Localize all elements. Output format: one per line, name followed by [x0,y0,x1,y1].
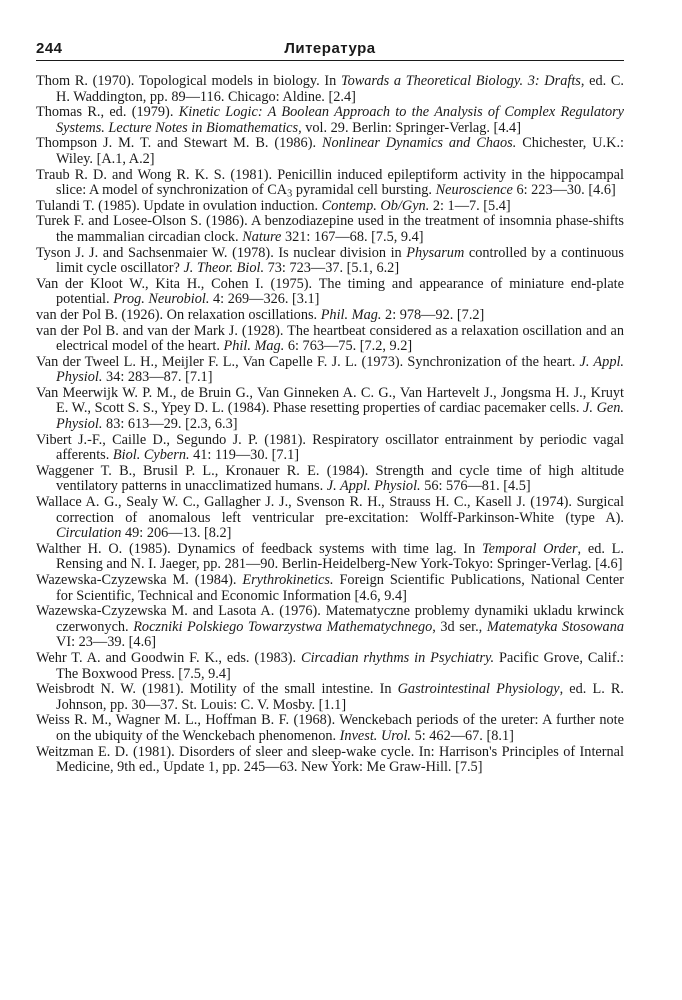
reference-entry [36,324,624,355]
reference-text: 5: 462—67. [8.1] [411,727,514,744]
reference-text: J. Appl. Physiol. [56,353,625,386]
reference-entry [36,651,624,682]
reference-text: 321: 167—68. [7.5, 9.4] [281,228,424,245]
reference-text: 3 [287,188,293,200]
reference-text: , ed. C. H. Waddington, pp. 89—116. Chicago: Aldine. [2.4] [56,73,624,105]
reference-text: Pacific Grove, Calif.: The Boxwood Press. [7.5, 9.4] [56,649,625,682]
reference-text: Tyson J. J. and Sachsenmaier W. (1978). Is nuclear division in [36,244,407,261]
reference-text: Prog. Neurobiol. [113,291,210,308]
reference-text: J. Theor. Biol. [183,260,265,277]
reference-text: 2: 978—92. [7.2] [381,306,485,323]
reference-text: controlled by a continuous limit cycle oscillator? [56,244,624,277]
reference-text: Weisbrodt N. W. (1981). Motility of the small intestine. In [36,681,398,698]
reference-text: Matematyka Stosowana [486,618,625,635]
reference-text: 2: 1—7. [5.4] [429,197,511,214]
reference-text: Weiss R. M., Wagner M. L., Hoffman B. F. (1968). Wenckebach periods of the ureter: A further note on the ubiquity of the Wenckebach phenomenon. [36,712,624,744]
reference-text: Nonlinear Dynamics and Chaos. [321,135,517,152]
reference-entry [36,246,624,277]
reference-text: Physarum [406,244,465,261]
reference-text: 6: 763—75. [7.2, 9.2] [284,338,413,355]
reference-text: Thompson J. M. T. and Stewart M. B. (1986). [36,135,322,152]
reference-list [36,74,624,776]
reference-text: Circadian rhythms in Psychiatry. [301,649,495,666]
reference-text: Van der Kloot W., Kita H., Cohen I. (1975). The timing and appearance of miniature end-plate potential. [36,275,624,308]
reference-entry [36,277,624,308]
reference-entry [36,74,624,105]
reference-text: , ed. L. Rensing and N. I. Jaeger, pp. 281—90. Berlin-Heidelberg-New York-Tokyo: Springer-Verlag. [4.6] [56,540,624,573]
reference-text: Wehr T. A. and Goodwin F. K., eds. (1983). [36,649,302,666]
reference-text: 6: 223—30. [4.6] [512,182,616,199]
reference-text: van der Pol B. and van der Mark J. (1928). The heartbeat considered as a relaxation oscillation and an electrical model of the heart. [36,322,624,355]
reference-text: Wallace A. G., Sealy W. C., Gallagher J. J., Svenson R. H., Strauss H. C., Kasell J. (1974). Surgical correction of anomalous left ventricular pre-excitation: Wolff-Parkinson-White (type A). [36,494,624,526]
page-header [36,40,624,58]
reference-text: Nature [242,228,282,245]
reference-entry [36,604,624,651]
reference-text: Wazewska-Czyzewska M. (1984). [36,572,243,588]
reference-entry [36,573,624,604]
reference-entry [36,682,624,713]
reference-text: Gastrointestinal Physiology [397,681,560,698]
reference-entry [36,105,624,136]
reference-text: Roczniki Polskiego Towarzystwa Mathematychnego [133,618,433,635]
reference-entry [36,308,624,324]
reference-text: Walther H. O. (1985). Dynamics of feedback systems with time lag. In [36,540,483,557]
reference-entry [36,745,624,776]
reference-text: Van der Tweel L. H., Meijler F. L., Van Capelle F. J. L. (1973). Synchronization of the heart. [36,353,580,370]
reference-text: , ed. L. R. Johnson, pp. 30—37. St. Louis: C. V. Mosby. [1.1] [56,681,624,713]
reference-text: Van Meerwijk W. P. M., de Bruin G., Van Ginneken A. C. G., Van Hartevelt J., Jongsma H. J., Kruyt E. W., Scott S. S., Ypey D. L. (1984). Phase resetting properties of cardiac pacemaker cells. [36,384,624,417]
reference-text: Waggener T. B., Brusil P. L., Kronauer R. E. (1984). Strength and cycle time of high altitude ventilatory patterns in unacclimatized humans. [36,462,624,495]
reference-text: Wazewska-Czyzewska M. and Lasota A. (1976). Matematyczne problemy dynamiki ukladu krwinck czerwonych. [36,603,624,635]
reference-text: 49: 206—13. [8.2] [121,525,232,542]
reference-text: Chichester, U.K.: Wiley. [A.1, A.2] [56,135,624,167]
reference-text: 83: 613—29. [2.3, 6.3] [102,416,238,433]
reference-entry [36,355,624,386]
reference-text: pyramidal cell bursting. [292,182,436,199]
reference-text: Kinetic Logic: A Boolean Approach to the Analysis of Complex Regulatory Systems. Lecture Notes in Biomathematics [56,104,624,136]
reference-text: 34: 283—87. [7.1] [102,369,213,386]
running-title: Литература [284,40,376,57]
reference-text: Biol. Cybern. [112,447,190,464]
reference-text: Turek F. and Losee-Olson S. (1986). A benzodiazepine used in the treatment of insomnia phase-shifts the mammalian circadian clock. [36,213,624,245]
reference-text: Invest. Urol. [339,727,411,744]
reference-entry [36,386,624,433]
page-number: 244 [36,40,63,57]
reference-entry [36,713,624,744]
reference-text: Foreign Scientific Publications, National Center for Scientific, Technical and Economic Information [4.6, 9.4] [56,572,624,604]
reference-text: J. Appl. Physiol. [326,478,421,495]
reference-text: Neuroscience [435,182,513,199]
reference-text: Erythrokinetics. [242,572,334,588]
reference-text: Tulandi T. (1985). Update in ovulation induction. [36,197,322,214]
reference-text: Phil. Mag. [320,306,382,323]
reference-entry [36,433,624,464]
header-rule [36,60,624,61]
reference-text: 4: 269—326. [3.1] [209,291,320,308]
reference-text: , 3d ser., [432,618,487,635]
reference-text: Traub R. D. and Wong R. K. S. (1981). Penicillin induced epileptiform activity in the hippocampal slice: A model of synchronization of CA [36,166,624,199]
reference-entry [36,214,624,245]
reference-text: , vol. 29. Berlin: Springer-Verlag. [4.4] [298,119,521,136]
reference-text: 73: 723—37. [5.1, 6.2] [264,260,400,277]
reference-text: van der Pol B. (1926). On relaxation oscillations. [36,306,321,323]
reference-text: Weitzman E. D. (1981). Disorders of sleer and sleep-wake cycle. In: Harrison's Principles of Internal Medicine, 9th ed., Update 1, pp. 245—63. New York: Me Graw-Hill. [7.5] [36,743,624,776]
reference-text: Vibert J.-F., Caille D., Segundo J. P. (1981). Respiratory oscillator entrainment by periodic vagal afferents. [36,431,624,464]
reference-text: Circulation [56,525,122,542]
reference-text: Towards a Theoretical Biology. 3: Drafts [340,73,581,89]
reference-text: 41: 119—30. [7.1] [189,447,300,464]
reference-text: J. Gen. Physiol. [56,400,624,433]
reference-text: Contemp. Ob/Gyn. [321,197,430,214]
reference-text: Phil. Mag. [223,338,285,355]
reference-text: 56: 576—81. [4.5] [420,478,531,495]
reference-text: VI: 23—39. [4.6] [56,634,157,651]
reference-entry [36,136,624,167]
reference-text: Thomas R., ed. (1979). [36,104,179,121]
reference-entry [36,495,624,542]
reference-entry [36,168,624,199]
reference-entry [36,542,624,573]
reference-entry [36,464,624,495]
reference-entry [36,199,624,215]
reference-text: Temporal Order [482,540,578,557]
reference-text: Thom R. (1970). Topological models in biology. In [36,73,341,89]
